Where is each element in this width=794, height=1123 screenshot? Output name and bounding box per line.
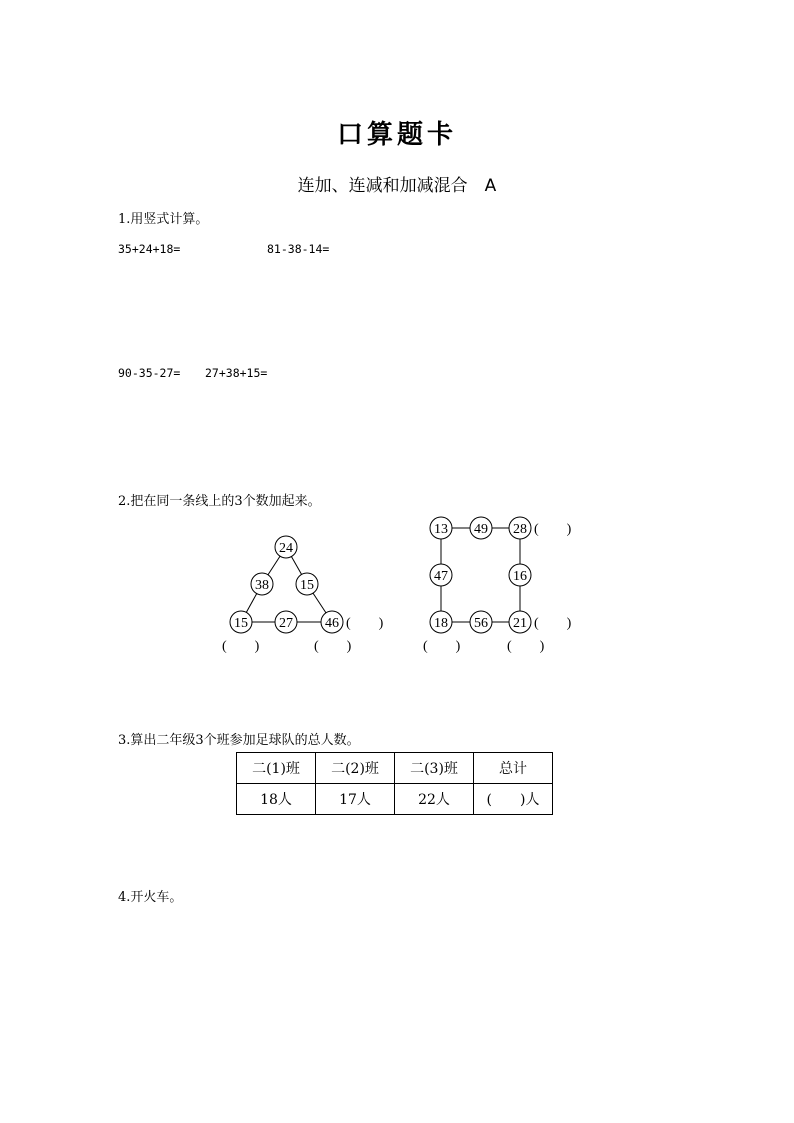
- svg-text:15: 15: [234, 616, 248, 631]
- answer-blank-square-top[interactable]: ( ): [534, 522, 572, 537]
- expression-4: 27+38+15=: [205, 366, 268, 380]
- expression-3: 90-35-27=: [118, 366, 181, 380]
- svg-text:47: 47: [434, 569, 448, 584]
- page-title: 口算题卡: [336, 120, 457, 150]
- triangle-node-bottom-mid: [275, 611, 297, 633]
- answer-blank-square-right[interactable]: ( ): [507, 639, 545, 654]
- square-node-mid-right: [509, 564, 531, 586]
- table-header-cell: 总计: [474, 753, 553, 784]
- table-cell: 17人: [316, 784, 395, 815]
- svg-text:15: 15: [300, 578, 314, 593]
- svg-text:38: 38: [255, 578, 269, 593]
- question-4-prompt: 4.开火车。: [118, 890, 183, 905]
- answer-blank-square-bottom[interactable]: ( ): [534, 616, 572, 631]
- svg-text:56: 56: [474, 616, 488, 631]
- table-header-row: [237, 753, 553, 784]
- answer-blank-square-left[interactable]: ( ): [423, 639, 461, 654]
- table-header-cell: 二(2)班: [316, 753, 395, 784]
- answer-blank-triangle-right[interactable]: ( ): [314, 639, 352, 654]
- answer-blank-triangle-bottom[interactable]: ( ): [346, 616, 384, 631]
- svg-text:24: 24: [279, 541, 293, 556]
- expression-2: 81-38-14=: [267, 242, 330, 256]
- svg-text:28: 28: [513, 522, 527, 537]
- total-answer-cell[interactable]: ( )人: [474, 784, 553, 815]
- triangle-node-top: [275, 536, 297, 558]
- square-node-mid-left: [430, 564, 452, 586]
- table-header-cell: 二(1)班: [237, 753, 316, 784]
- svg-text:46: 46: [325, 616, 339, 631]
- svg-text:13: 13: [434, 522, 448, 537]
- class-count-table: [236, 752, 553, 815]
- triangle-node-bottom-left: [230, 611, 252, 633]
- question-1-prompt: 1.用竖式计算。: [118, 212, 209, 227]
- svg-text:18: 18: [434, 616, 448, 631]
- square-node-top-left: [430, 517, 452, 539]
- svg-text:16: 16: [513, 569, 527, 584]
- table-cell: 18人: [237, 784, 316, 815]
- triangle-node-right-mid: [296, 573, 318, 595]
- square-lines: [441, 528, 520, 622]
- page-subtitle: 连加、连减和加减混合 A: [297, 176, 497, 196]
- square-node-top-mid: [470, 517, 492, 539]
- expression-1: 35+24+18=: [118, 242, 181, 256]
- triangle-node-bottom-right: [321, 611, 343, 633]
- square-node-bottom-mid: [470, 611, 492, 633]
- table-row: [237, 784, 553, 815]
- square-node-bottom-right: [509, 611, 531, 633]
- svg-text:21: 21: [513, 616, 527, 631]
- question-2-prompt: 2.把在同一条线上的3个数加起来。: [118, 494, 321, 509]
- question-3-prompt: 3.算出二年级3个班参加足球队的总人数。: [118, 733, 360, 748]
- square-node-top-right: [509, 517, 531, 539]
- svg-text:49: 49: [474, 522, 488, 537]
- table-cell: 22人: [395, 784, 474, 815]
- triangle-node-left-mid: [251, 573, 273, 595]
- square-node-bottom-left: [430, 611, 452, 633]
- svg-text:27: 27: [279, 616, 293, 631]
- answer-blank-triangle-left[interactable]: ( ): [222, 639, 260, 654]
- table-header-cell: 二(3)班: [395, 753, 474, 784]
